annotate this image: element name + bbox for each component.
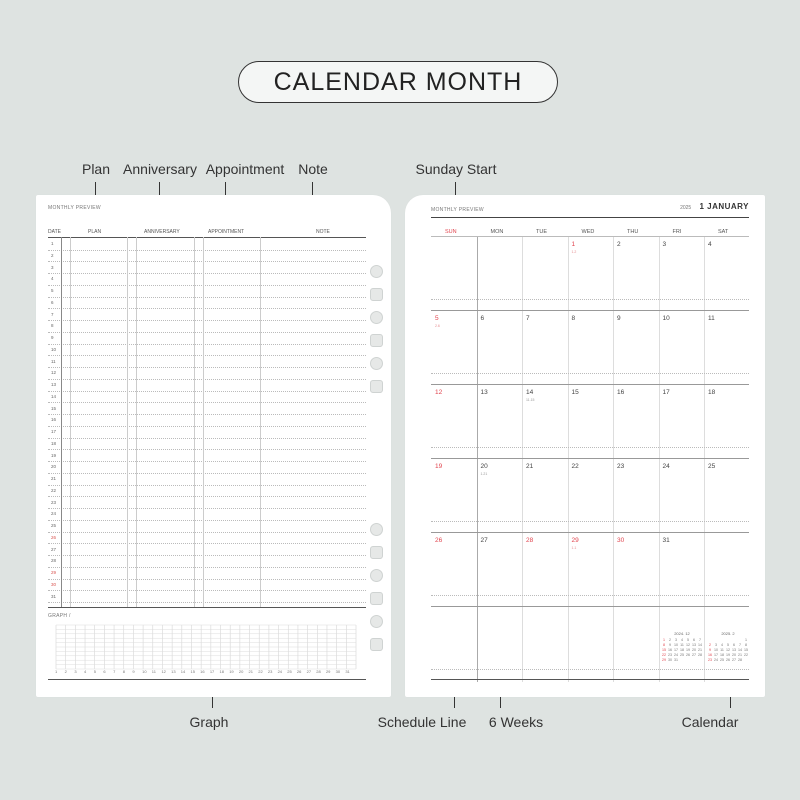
month-heading bbox=[680, 202, 749, 211]
lunar-date: 1.21 bbox=[480, 472, 488, 476]
row-date: 18 bbox=[51, 440, 57, 446]
row-date: 30 bbox=[51, 581, 57, 587]
lunar-date: 1.1 bbox=[571, 546, 577, 550]
row-date: 21 bbox=[51, 476, 57, 481]
calendar-day[interactable]: 16 bbox=[617, 389, 625, 396]
calendar-col-divider bbox=[704, 237, 705, 682]
left-col-divider-2 bbox=[127, 237, 128, 607]
row-date: 3 bbox=[51, 264, 54, 270]
mini-calendar-day: 15 bbox=[744, 648, 748, 652]
row-date: 15 bbox=[51, 405, 57, 411]
mini-calendar-grid bbox=[707, 638, 749, 662]
row-date: 7 bbox=[51, 311, 54, 317]
graph-axis-tick: 31 bbox=[345, 669, 350, 674]
schedule-line bbox=[431, 595, 749, 596]
graph-axis-tick: 17 bbox=[209, 669, 215, 674]
left-col-divider-4 bbox=[194, 237, 195, 607]
mini-calendar-title: 2025. 2 bbox=[721, 631, 735, 636]
graph-axis-tick: 24 bbox=[277, 669, 283, 674]
binder-hole-left bbox=[370, 380, 383, 393]
right-page-calendar-month bbox=[405, 195, 765, 697]
mini-calendar-day: 19 bbox=[726, 653, 730, 657]
weekday-header: THU bbox=[627, 229, 639, 235]
mini-calendar-day: 14 bbox=[698, 643, 702, 647]
graph-axis-tick: 8 bbox=[122, 669, 125, 674]
calendar-day[interactable]: 27 bbox=[480, 537, 488, 544]
graph-axis bbox=[48, 669, 366, 675]
graph-axis-tick: 1 bbox=[55, 669, 58, 674]
row-date: 4 bbox=[51, 276, 54, 282]
row-date: 28 bbox=[51, 558, 57, 564]
graph-axis-tick: 18 bbox=[219, 669, 224, 674]
col-note: NOTE bbox=[316, 229, 330, 235]
callout-sunday-start: Sunday Start bbox=[415, 161, 497, 177]
mini-calendar-day: 13 bbox=[692, 643, 696, 647]
calendar-day[interactable]: 22 bbox=[571, 463, 579, 470]
graph-axis-tick: 9 bbox=[132, 669, 135, 674]
right-page-header-label: MONTHLY PREVIEW bbox=[431, 207, 484, 213]
weekday-header: FRI bbox=[672, 229, 682, 235]
mini-calendar-day: 15 bbox=[662, 648, 666, 652]
mini-calendar-day: 6 bbox=[733, 643, 735, 647]
schedule-line bbox=[431, 447, 749, 448]
mini-calendar-day: 4 bbox=[681, 638, 683, 642]
mini-calendar-day: 2 bbox=[669, 638, 671, 642]
mini-calendar-day: 30 bbox=[668, 658, 672, 662]
left-page-header-label: MONTHLY PREVIEW bbox=[48, 205, 101, 211]
graph-grid bbox=[48, 623, 366, 675]
mini-calendar-day: 21 bbox=[698, 648, 702, 652]
mini-calendar-day: 18 bbox=[720, 653, 724, 657]
row-date: 13 bbox=[51, 382, 57, 387]
calendar-day[interactable]: 13 bbox=[480, 389, 488, 396]
row-date: 24 bbox=[51, 511, 57, 517]
mini-calendar-day: 23 bbox=[708, 658, 712, 662]
left-page-monthly-preview bbox=[36, 195, 391, 697]
calendar-day[interactable]: 19 bbox=[435, 463, 443, 470]
binder-hole-left bbox=[370, 569, 383, 582]
calendar-day[interactable]: 21 bbox=[526, 463, 534, 470]
graph-axis-tick: 27 bbox=[306, 669, 312, 674]
calendar-day[interactable]: 4 bbox=[708, 241, 712, 248]
left-col-divider-6 bbox=[260, 237, 261, 607]
left-date-divider bbox=[61, 237, 62, 607]
year-label: 2025 bbox=[680, 205, 692, 211]
mini-calendar-day: 1 bbox=[745, 638, 747, 642]
calendar-day[interactable]: 24 bbox=[662, 463, 670, 470]
calendar-day[interactable]: 25 bbox=[708, 463, 716, 470]
mini-calendar-day: 5 bbox=[727, 643, 729, 647]
graph-axis-tick: 3 bbox=[74, 669, 77, 674]
row-date: 9 bbox=[51, 335, 54, 340]
mini-calendar-day: 8 bbox=[663, 643, 665, 647]
callout-note: Note bbox=[298, 161, 328, 177]
right-page-footer-line bbox=[431, 679, 749, 680]
mini-calendar-day: 1 bbox=[663, 638, 665, 642]
binder-hole-left bbox=[370, 638, 383, 651]
page-title: CALENDAR MONTH bbox=[238, 61, 558, 103]
calendar-day[interactable]: 17 bbox=[662, 389, 670, 396]
mini-calendar-day: 11 bbox=[680, 643, 684, 647]
mini-calendar-day: 17 bbox=[714, 653, 718, 657]
row-date: 6 bbox=[51, 299, 54, 305]
row-date: 31 bbox=[51, 593, 57, 599]
row-date: 14 bbox=[51, 393, 57, 399]
week-separator bbox=[431, 532, 749, 533]
mini-calendar-day: 16 bbox=[668, 648, 672, 652]
mini-calendar-day: 14 bbox=[738, 648, 742, 652]
left-col-divider-3 bbox=[136, 237, 137, 607]
mini-calendar-day: 24 bbox=[714, 658, 718, 662]
mini-calendar-title: 2024. 12 bbox=[674, 631, 690, 636]
mini-calendar-day: 12 bbox=[726, 648, 730, 652]
mini-calendar-day: 31 bbox=[674, 658, 678, 662]
callout-schedule-line: Schedule Line bbox=[377, 714, 467, 730]
calendar-day[interactable]: 31 bbox=[662, 537, 670, 544]
month-label: 1 JANUARY bbox=[699, 202, 749, 211]
calendar-day[interactable]: 3 bbox=[662, 241, 667, 248]
mini-calendar-day: 5 bbox=[687, 638, 689, 642]
left-col-divider-1 bbox=[70, 237, 71, 607]
weekday-header: SUN bbox=[445, 229, 457, 235]
row-date: 17 bbox=[51, 429, 57, 434]
row-date: 27 bbox=[51, 546, 57, 552]
calendar-day[interactable]: 9 bbox=[617, 315, 621, 322]
mini-calendar-day: 19 bbox=[686, 648, 690, 652]
binder-hole-left bbox=[370, 265, 383, 278]
binder-hole-left bbox=[370, 615, 383, 628]
weekday-header: TUE bbox=[536, 229, 547, 235]
mini-calendar-day: 21 bbox=[738, 653, 742, 657]
mini-calendar-day: 28 bbox=[738, 658, 742, 662]
row-date: 23 bbox=[51, 499, 57, 505]
mini-calendar-day: 26 bbox=[726, 658, 730, 662]
graph-axis-tick: 2 bbox=[64, 669, 67, 674]
lunar-date: 1.2 bbox=[571, 250, 577, 254]
left-table-header bbox=[48, 229, 366, 238]
mini-calendar-day: 10 bbox=[714, 648, 718, 652]
callout-graph: Graph bbox=[189, 714, 229, 730]
row-date: 22 bbox=[51, 487, 57, 493]
row-date: 2 bbox=[51, 252, 54, 258]
binder-hole-left bbox=[370, 334, 383, 347]
mini-calendar-day: 12 bbox=[686, 643, 690, 647]
graph-axis-tick: 28 bbox=[316, 669, 321, 674]
graph-axis-tick: 6 bbox=[103, 669, 106, 674]
calendar-day[interactable]: 1 bbox=[571, 241, 576, 248]
row-date: 12 bbox=[51, 370, 57, 376]
mini-calendar-day: 16 bbox=[708, 653, 712, 657]
schedule-line bbox=[431, 299, 749, 300]
mini-calendar-day: 27 bbox=[732, 658, 736, 662]
mini-calendar-day: 20 bbox=[692, 648, 696, 652]
binder-hole-left bbox=[370, 546, 383, 559]
calendar-day[interactable]: 7 bbox=[526, 315, 530, 322]
row-date: 1 bbox=[51, 241, 54, 246]
schedule-line bbox=[431, 669, 749, 670]
row-date: 5 bbox=[51, 288, 54, 293]
col-plan: PLAN bbox=[88, 229, 102, 235]
weekday-header-line bbox=[431, 236, 749, 237]
schedule-line bbox=[431, 373, 749, 374]
row-date: 8 bbox=[51, 323, 54, 329]
row-date: 26 bbox=[51, 534, 57, 540]
left-page-footer-line bbox=[48, 679, 366, 680]
schedule-line bbox=[431, 521, 749, 522]
graph-axis-tick: 5 bbox=[93, 669, 96, 674]
mini-calendar-grid bbox=[661, 638, 703, 662]
graph-axis-tick: 30 bbox=[335, 669, 341, 674]
graph-axis-tick: 22 bbox=[258, 669, 263, 674]
col-appointment: APPOINTMENT bbox=[208, 229, 245, 235]
calendar-day[interactable]: 14 bbox=[526, 389, 534, 396]
mini-calendar-day: 27 bbox=[692, 653, 696, 657]
callout-anniversary: Anniversary bbox=[123, 161, 197, 177]
mini-calendar-day: 3 bbox=[715, 643, 717, 647]
calendar-day[interactable]: 5 bbox=[435, 315, 439, 322]
graph-axis-tick: 25 bbox=[287, 669, 292, 674]
binder-hole-left bbox=[370, 523, 383, 536]
mini-calendar-day: 25 bbox=[680, 653, 684, 657]
graph-axis-tick: 13 bbox=[171, 669, 176, 674]
calendar-col-divider bbox=[568, 237, 569, 682]
mini-calendar-day: 29 bbox=[662, 658, 666, 662]
calendar-day[interactable]: 6 bbox=[480, 315, 485, 322]
graph-label: GRAPH / bbox=[48, 613, 71, 619]
calendar-day[interactable]: 15 bbox=[571, 389, 579, 396]
mini-calendar-day: 9 bbox=[709, 648, 711, 652]
calendar-day[interactable]: 26 bbox=[435, 537, 443, 544]
graph-axis-tick: 19 bbox=[229, 669, 234, 674]
calendar-day[interactable]: 20 bbox=[480, 463, 488, 470]
mini-calendar-day: 24 bbox=[674, 653, 678, 657]
week-separator bbox=[431, 384, 749, 385]
graph-axis-tick: 21 bbox=[248, 669, 253, 674]
row-date: 19 bbox=[51, 452, 57, 458]
week-separator bbox=[431, 458, 749, 459]
mini-calendar-day: 26 bbox=[686, 653, 690, 657]
mini-calendar-day: 22 bbox=[662, 653, 666, 657]
mini-calendar-day: 13 bbox=[732, 648, 736, 652]
weekday-header: MON bbox=[490, 229, 504, 235]
callout-6-weeks: 6 Weeks bbox=[488, 714, 544, 730]
calendar-day[interactable]: 10 bbox=[662, 315, 670, 322]
row-date: 16 bbox=[51, 417, 57, 423]
week-separator bbox=[431, 606, 749, 607]
mini-calendar-day: 28 bbox=[698, 653, 702, 657]
col-anniversary: ANNIVERSARY bbox=[144, 229, 180, 235]
lunar-date: 2.6 bbox=[435, 324, 440, 328]
row-date: 29 bbox=[51, 570, 57, 575]
calendar-day[interactable]: 29 bbox=[571, 537, 579, 544]
binder-hole-left bbox=[370, 357, 383, 370]
mini-calendar-day: 7 bbox=[699, 638, 701, 642]
mini-calendar-day: 3 bbox=[675, 638, 677, 642]
mini-calendar-day: 7 bbox=[739, 643, 741, 647]
callout-plan: Plan bbox=[81, 161, 111, 177]
graph-axis-tick: 12 bbox=[161, 669, 166, 674]
table-row bbox=[48, 591, 366, 604]
mini-calendar-day: 18 bbox=[680, 648, 684, 652]
mini-calendar-day: 8 bbox=[745, 643, 747, 647]
right-page-top-line bbox=[431, 217, 749, 218]
calendar-day[interactable]: 30 bbox=[617, 537, 625, 544]
graph-axis-tick: 11 bbox=[151, 669, 156, 674]
week-separator bbox=[431, 310, 749, 311]
calendar-day[interactable]: 2 bbox=[617, 241, 621, 248]
mini-calendar-day: 2 bbox=[709, 643, 711, 647]
calendar-col-divider bbox=[477, 237, 478, 682]
left-table-bottom bbox=[48, 607, 366, 608]
callout-calendar: Calendar bbox=[681, 714, 739, 730]
graph-axis-tick: 29 bbox=[325, 669, 331, 674]
binder-hole-left bbox=[370, 311, 383, 324]
graph-axis-tick: 20 bbox=[238, 669, 244, 674]
mini-calendar-day: 9 bbox=[669, 643, 671, 647]
row-date: 10 bbox=[51, 346, 57, 352]
mini-calendar-day: 4 bbox=[721, 643, 723, 647]
graph-axis-tick: 15 bbox=[190, 669, 195, 674]
binder-hole-left bbox=[370, 288, 383, 301]
graph-axis-tick: 4 bbox=[84, 669, 87, 674]
mini-calendar-day: 6 bbox=[693, 638, 695, 642]
left-col-divider-5 bbox=[203, 237, 204, 607]
calendar-day[interactable]: 8 bbox=[571, 315, 576, 322]
mini-calendar-day: 23 bbox=[668, 653, 672, 657]
mini-calendar-day: 25 bbox=[720, 658, 724, 662]
col-date: DATE bbox=[48, 229, 61, 235]
calendar-day[interactable]: 18 bbox=[708, 389, 716, 396]
callout-appointment: Appointment bbox=[205, 161, 285, 177]
calendar-col-divider bbox=[613, 237, 614, 682]
binder-hole-left bbox=[370, 592, 383, 605]
calendar-day[interactable]: 12 bbox=[435, 389, 443, 396]
calendar-day[interactable]: 23 bbox=[617, 463, 625, 470]
graph-axis-tick: 10 bbox=[142, 669, 147, 674]
weekday-header: SAT bbox=[718, 229, 729, 235]
calendar-day[interactable]: 28 bbox=[526, 537, 534, 544]
graph-axis-tick: 14 bbox=[180, 669, 186, 674]
calendar-col-divider bbox=[659, 237, 660, 682]
lunar-date: 11.15 bbox=[526, 398, 535, 402]
mini-calendar-day: 10 bbox=[674, 643, 678, 647]
row-date: 20 bbox=[51, 464, 57, 470]
graph-axis-tick: 26 bbox=[296, 669, 302, 674]
calendar-col-divider bbox=[522, 237, 523, 682]
mini-calendar-day: 11 bbox=[720, 648, 724, 652]
calendar-day[interactable]: 11 bbox=[708, 315, 715, 322]
row-date: 11 bbox=[51, 358, 56, 364]
graph-axis-tick: 7 bbox=[113, 669, 116, 674]
mini-calendar-day: 22 bbox=[744, 653, 748, 657]
graph-axis-tick: 23 bbox=[267, 669, 273, 674]
row-date: 25 bbox=[51, 523, 57, 528]
weekday-header: WED bbox=[581, 229, 595, 235]
mini-calendar bbox=[661, 631, 703, 662]
mini-calendar bbox=[707, 631, 749, 662]
mini-calendar-day: 20 bbox=[732, 653, 736, 657]
graph-axis-tick: 16 bbox=[200, 669, 205, 674]
mini-calendar-day: 17 bbox=[674, 648, 678, 652]
